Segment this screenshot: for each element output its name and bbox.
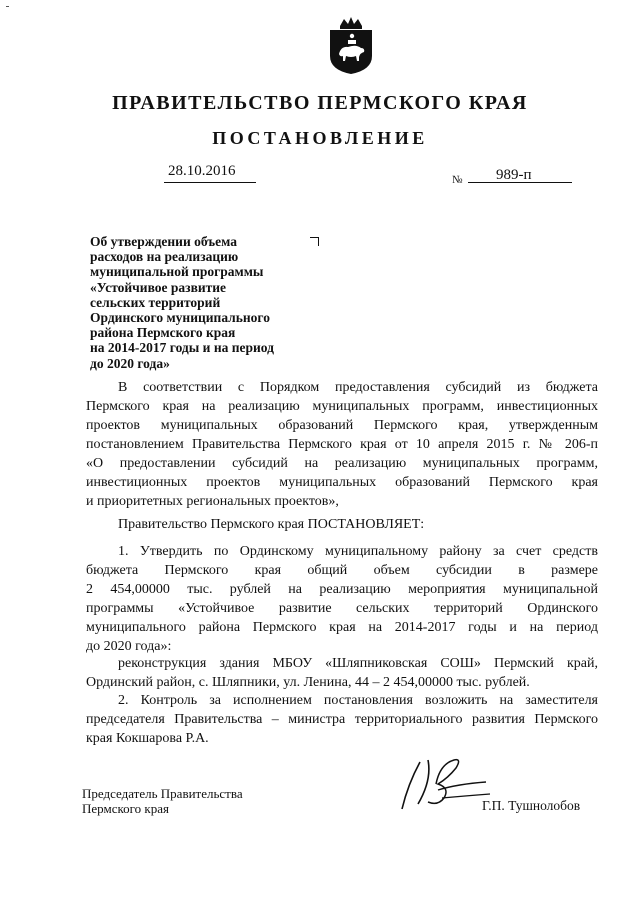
paragraph-resolves — [86, 515, 598, 534]
signatory-name: Г.П. Тушнолобов — [482, 798, 581, 813]
scan-mark — [6, 6, 9, 7]
subject-line: муниципальной программы — [90, 264, 264, 280]
signatory-position-line: Председатель Правительства — [82, 786, 243, 801]
text-line: реконструкция здания МБОУ «Шляпниковская СОШ» Пермский край, — [118, 656, 598, 671]
number-underline — [468, 182, 572, 183]
subject-line: на 2014-2017 годы и на период — [90, 340, 274, 356]
text-line: до 2020 года»: — [86, 639, 172, 654]
coat-of-arms-icon — [326, 16, 376, 76]
subject-line: сельских территорий — [90, 294, 221, 310]
text-line: председателя Правительства – министра территориального развития Пермского — [86, 712, 598, 727]
text-line: 2. Контроль за исполнением постановления возложить на заместителя — [118, 693, 598, 708]
text-line: 1. Утвердить по Ординскому муниципальному району за счет средств — [118, 544, 598, 559]
document-type: ПОСТАНОВЛЕНИЕ — [212, 128, 428, 148]
text-line: края Кокшарова Р.А. — [86, 731, 209, 746]
document-date: 28.10.2016 — [168, 163, 236, 179]
text-line: программы «Устойчивое развитие сельских территорий Ординского — [86, 601, 598, 616]
date-underline — [164, 182, 256, 183]
signatory-position — [82, 786, 243, 816]
text-line: муниципального района Пермского края на 2014-2017 годы и на период — [86, 620, 598, 635]
text-line: Пермского края на реализацию муниципальных программ, инвестиционных — [86, 399, 598, 414]
document-subject — [90, 234, 330, 371]
text-line: 2 454,00000 тыс. рублей на реализацию мероприятия муниципальной — [86, 582, 598, 597]
paragraph-item-1 — [86, 542, 598, 656]
document-number: 989-п — [496, 167, 532, 183]
text-line: бюджета Пермского края общий объем субсидии в размере — [86, 563, 598, 578]
text-line: инвестиционных проектов муниципальных образований Пермского края — [86, 475, 598, 490]
subject-line: Ординского муниципального — [90, 310, 270, 326]
paragraph-item-2 — [86, 691, 598, 748]
number-sign: № — [452, 174, 463, 186]
text-line: «О предоставлении субсидий на реализацию муниципальных программ, — [86, 456, 598, 471]
paragraph-object — [86, 654, 598, 692]
government-title: ПРАВИТЕЛЬСТВО ПЕРМСКОГО КРАЯ — [112, 92, 528, 114]
signatory-position-line: Пермского края — [82, 801, 169, 816]
text-line: Ординский район, с. Шляпники, ул. Ленина, 44 – 2 454,00000 тыс. рублей. — [86, 675, 530, 690]
text-line: и приоритетных региональных проектов», — [86, 494, 339, 509]
subject-line: Об утверждении объема — [90, 234, 237, 249]
subject-line: расходов на реализацию — [90, 249, 239, 265]
subject-line: до 2020 года» — [90, 355, 170, 371]
text-line: В соответствии с Порядком предоставления субсидий из бюджета — [118, 380, 598, 395]
subject-line: района Пермского края — [90, 325, 236, 341]
text-line: проектов муниципальных образований Пермского края, утвержденным — [86, 418, 598, 433]
text-line: постановлением Правительства Пермского края от 10 апреля 2015 г. № 206-п — [86, 437, 598, 452]
subject-line: «Устойчивое развитие — [90, 279, 227, 295]
text-line: Правительство Пермского края ПОСТАНОВЛЯЕТ: — [118, 517, 425, 532]
paragraph-basis — [86, 378, 598, 511]
